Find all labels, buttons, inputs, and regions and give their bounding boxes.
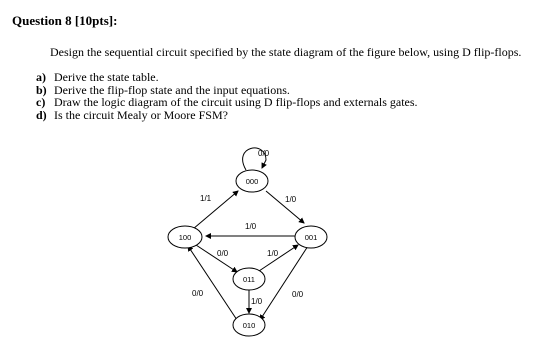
state-label: 010 [242,321,256,330]
state-001 [295,226,327,248]
transition-label: 0/0 [258,149,270,158]
state-000 [236,170,268,192]
state-010 [233,314,265,336]
question-intro: Design the sequential circuit specified by the state diagram of the figure below, using D flip-flops. [50,45,522,59]
question-letter: b) [36,82,47,97]
question-text: Draw the logic diagram of the circuit using D flip-flops and externals gates. [54,95,418,109]
transition-label: 0/0 [217,249,229,258]
transition-label: 1/1 [200,194,212,203]
state-011 [233,268,265,290]
question-letter: c) [36,95,46,109]
question-heading: Question 8 [10pts]: [12,13,118,28]
question-text: Derive the flip-flop state and the input equations. [54,82,290,97]
transition-label: 0/0 [292,290,304,299]
question-text: Derive the state table. [54,70,159,84]
transition-label: 1/0 [245,222,257,231]
question-text: Is the circuit Mealy or Moore FSM? [54,107,228,122]
question-letter: d) [36,107,47,122]
transition-label: 1/0 [285,195,297,204]
transition-label: 1/0 [251,297,263,306]
state-label: 001 [304,233,318,242]
edge-011-001 [259,245,298,271]
edge-010-100 [188,246,239,323]
transition-label: 0/0 [192,289,204,298]
state-label: 100 [178,233,192,242]
state-100 [168,226,202,248]
state-label: 000 [245,177,259,186]
transition-label: 1/0 [267,249,279,258]
question-letter: a) [36,70,46,84]
state-label: 011 [243,275,255,284]
